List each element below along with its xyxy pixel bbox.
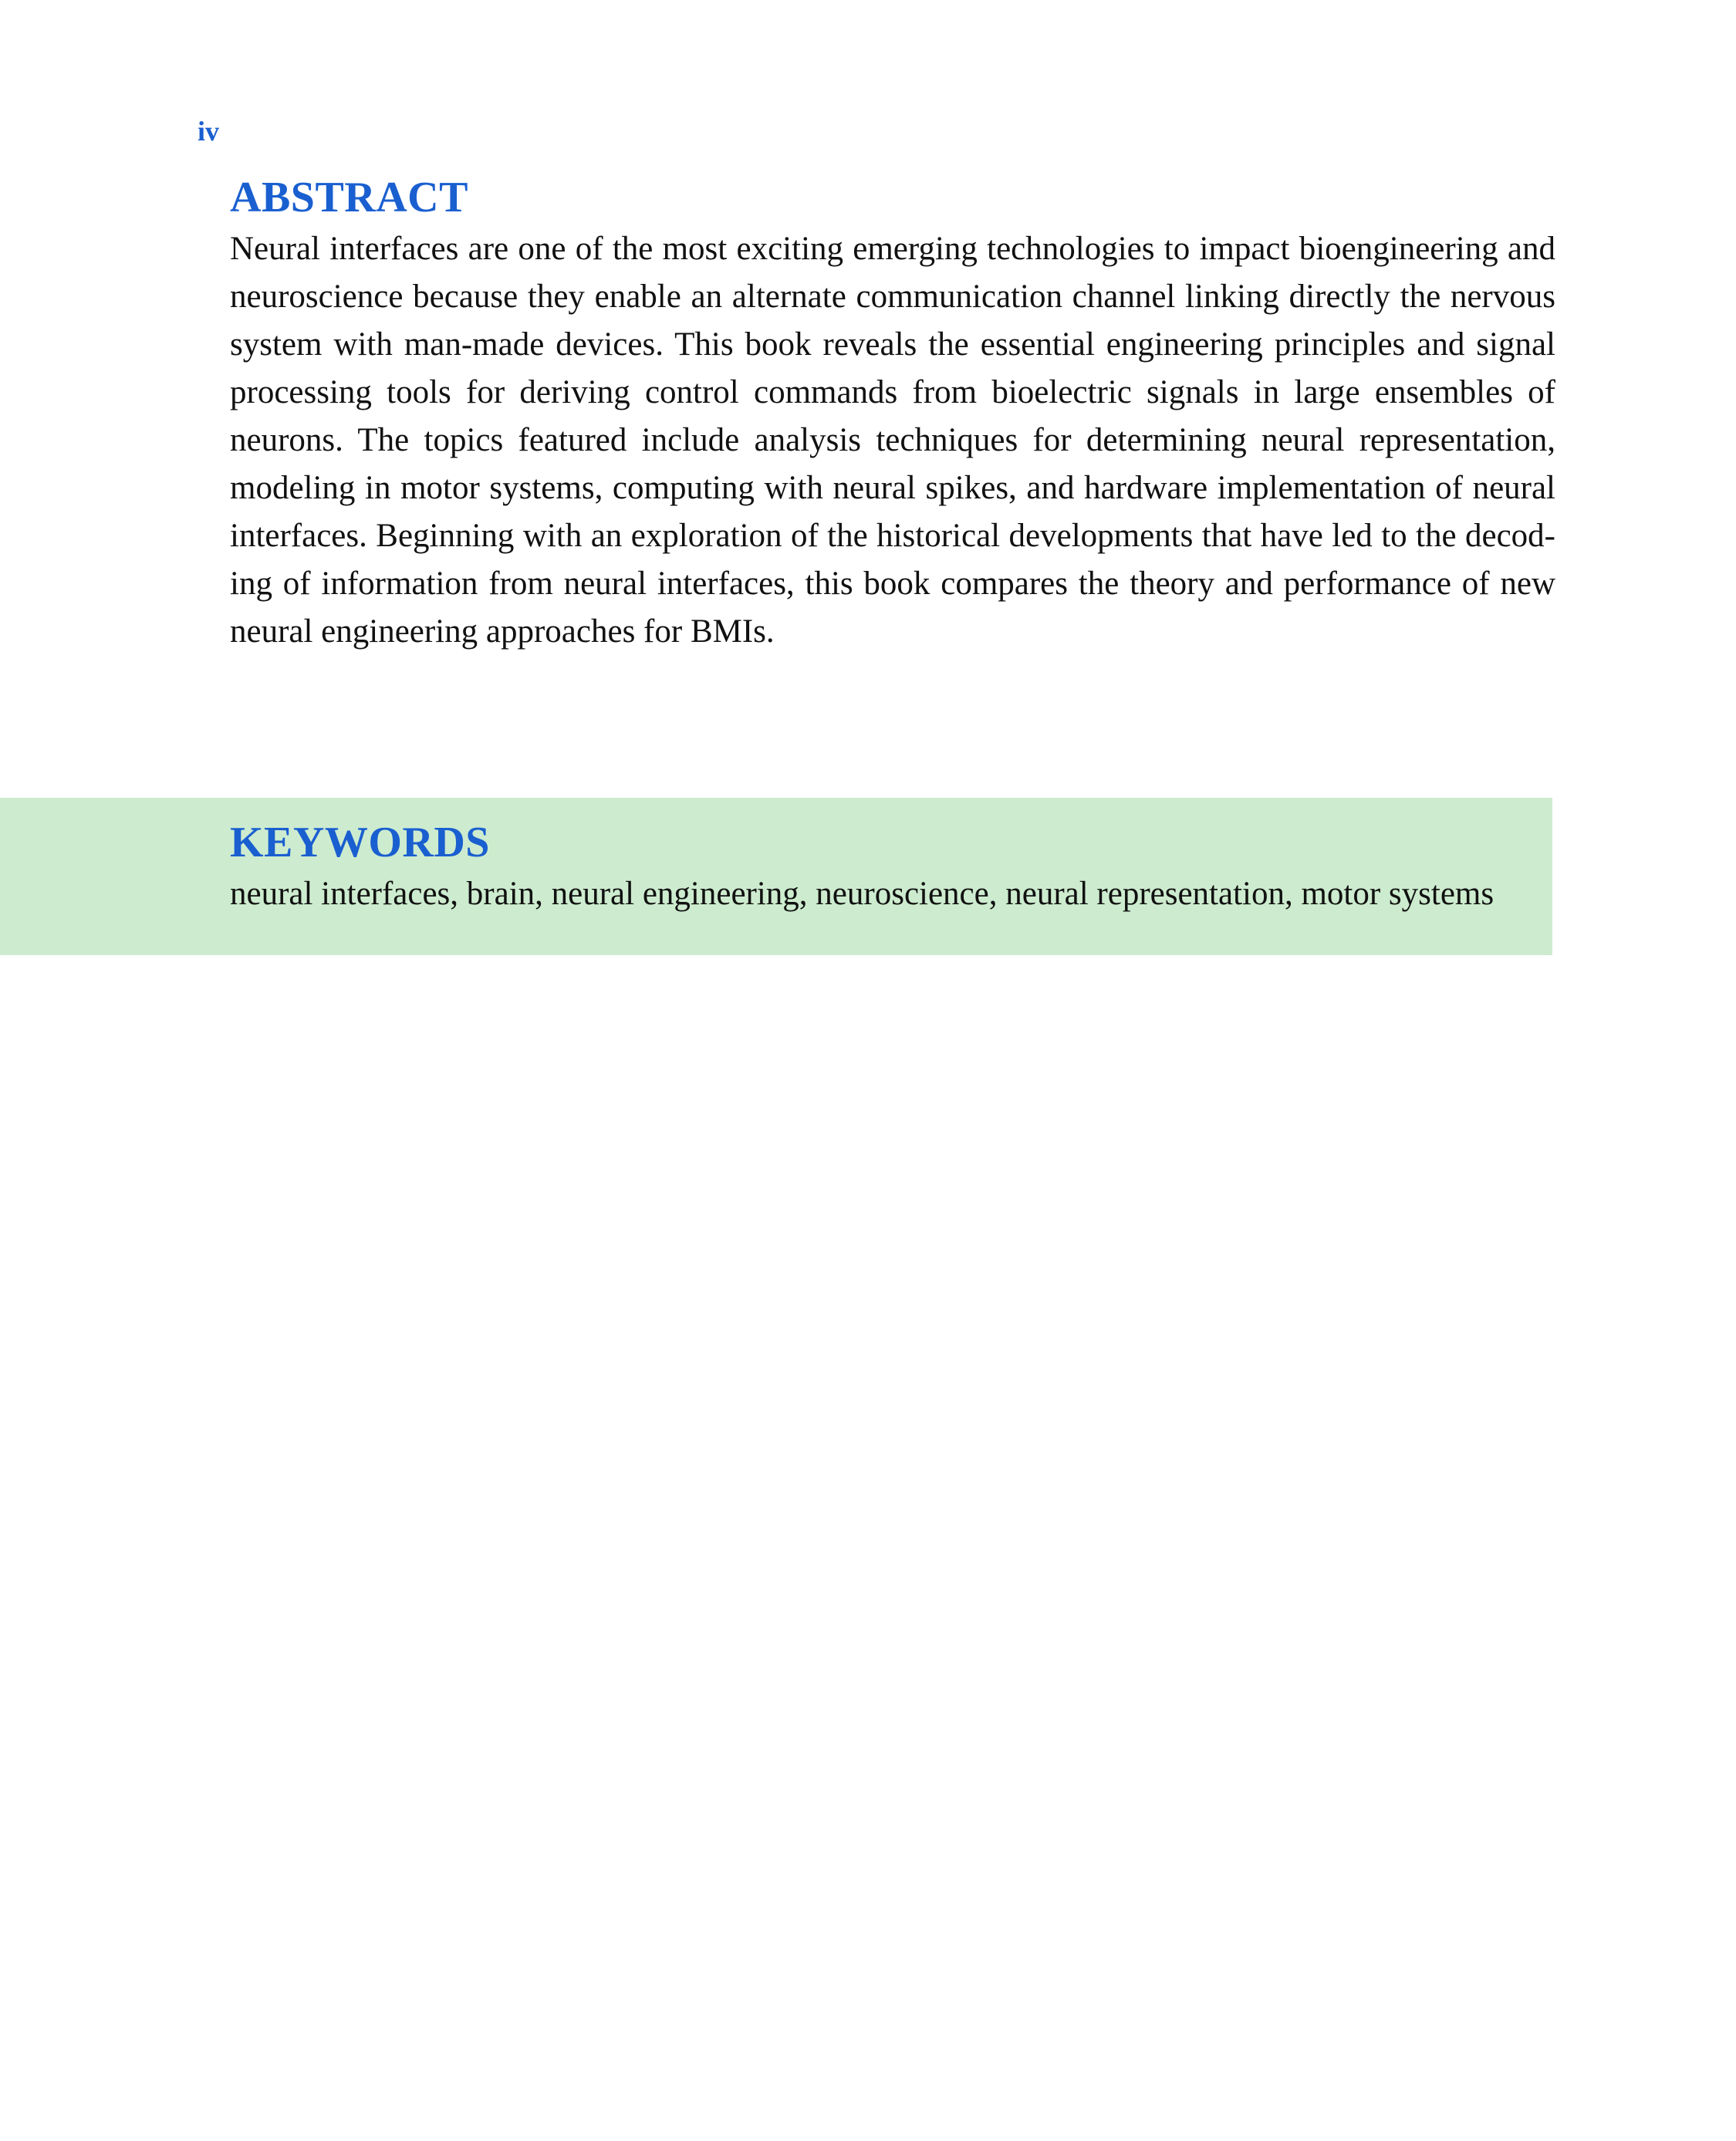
abstract-section — [230, 174, 1555, 656]
abstract-heading: ABSTRACT — [230, 174, 468, 221]
keywords-body: neural interfaces, brain, neural engineering, neuroscience, neural representation, motor systems — [230, 875, 1495, 912]
keywords-section — [230, 819, 1552, 918]
page-number: iv — [198, 116, 220, 147]
keywords-heading: KEYWORDS — [230, 819, 490, 866]
abstract-body: Neural interfaces are one of the most exciting emerging technologies to impact bioengineering and neuroscience because they enable an alternate communication channel linking directly the nervous system with man-made devices. This book reveals the essential engineering principles and signal processing tools for deriving control commands from bioelectric signals in large ensembles of neurons. The topics featured include analysis techniques for determining neural representation, modeling in motor systems, computing with neural spikes, and hardware implementation of neural interfaces. Beginning with an exploration of the historical developments that have led to the decoding of information from neural interfaces, this book compares the theory and performance of new neural engineering approaches for BMIs. — [230, 230, 1555, 650]
keywords-band — [0, 798, 1552, 955]
